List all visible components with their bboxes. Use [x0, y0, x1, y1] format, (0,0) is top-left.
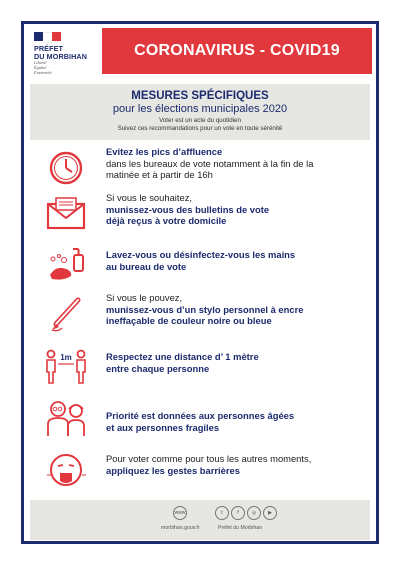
pen-icon [44, 294, 88, 334]
recommendation-item [30, 292, 370, 340]
sneeze-icon [44, 451, 88, 491]
recommendation-item [30, 243, 370, 291]
distance-label: 1m [60, 353, 72, 362]
subheading-line2: Suivez ces recommandations pour un vote en toute sérénité [117, 125, 283, 132]
clock-icon [44, 148, 88, 188]
recommendation-item [30, 146, 370, 194]
item-text: Priorité est données aux personnes âgées et aux personnes fragiles [106, 410, 295, 433]
flag-icon [34, 32, 61, 41]
poster-frame [21, 21, 379, 544]
subheading-box [30, 84, 370, 140]
recommendation-item [30, 344, 370, 392]
logo-line2: DU MORBIHAN [34, 52, 88, 61]
subheading-line1: Voter est un acte du quotidien [159, 117, 241, 124]
banner-title: CORONAVIRUS - COVID19 [134, 42, 340, 59]
youtube-icon[interactable]: ▶ [263, 506, 277, 520]
item-text: Evitez les pics d’affluence dans les bureaux de vote notamment à la fin de la matinée et à partir de 16h [106, 146, 314, 180]
subheading-title: MESURES SPÉCIFIQUES [131, 90, 269, 102]
envelope-icon [44, 194, 88, 234]
title-banner [102, 28, 372, 74]
recommendation-item [30, 449, 370, 497]
distance-icon [44, 346, 88, 386]
website-link[interactable]: morbihan.gouv.fr [161, 525, 200, 531]
website-icon[interactable]: www [173, 506, 187, 520]
item-text: Respectez une distance d’ 1 mètre entre chaque personne [106, 351, 259, 374]
recommendation-item [30, 192, 370, 240]
header [24, 24, 376, 82]
recommendation-item [30, 396, 370, 444]
item-text: Pour voter comme pour tous les autres moments, appliquez les gestes barrières [106, 453, 312, 476]
prefecture-logo [24, 24, 102, 82]
item-text: Si vous le pouvez, munissez-vous d’un stylo personnel à encre ineffaçable de couleur noire ou bleue [106, 292, 304, 326]
instagram-icon[interactable]: ◎ [247, 506, 261, 520]
item-text: Si vous le souhaitez, munissez-vous des bulletins de vote déjà reçus à votre domicile [106, 192, 270, 226]
twitter-icon[interactable]: t [215, 506, 229, 520]
elderly-icon [44, 398, 88, 438]
logo-line1: PRÉFET [34, 44, 63, 53]
social-name: Préfet du Morbihan [218, 525, 263, 531]
item-text: Lavez-vous ou désinfectez-vous les mains au bureau de vote [106, 249, 296, 272]
facebook-icon[interactable]: f [231, 506, 245, 520]
subheading-subtitle: pour les élections municipales 2020 [112, 103, 288, 115]
logo-motto: Liberté Égalité Fraternité [34, 60, 52, 75]
handwash-icon [44, 245, 88, 285]
footer [30, 500, 370, 540]
